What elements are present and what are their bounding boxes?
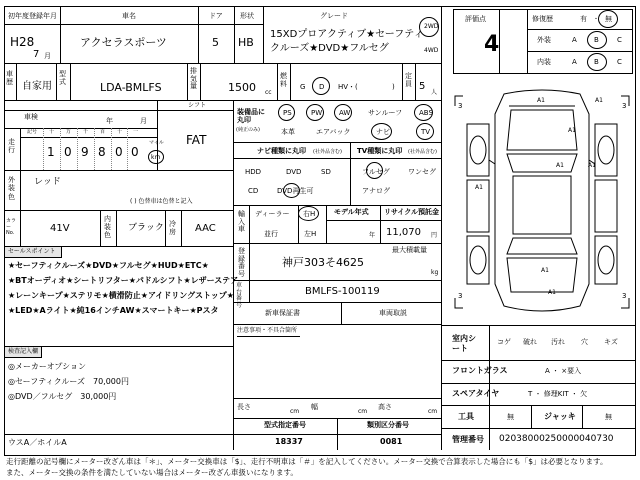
height-label: 高さ: [378, 403, 392, 411]
fuel-label: 燃料: [280, 72, 287, 89]
length-label: 長さ: [237, 403, 251, 411]
digit-header: 百: [100, 129, 106, 135]
ext-a: A: [572, 36, 577, 44]
equipment-label: 装備品に丸印: [237, 108, 265, 125]
int-c: C: [617, 58, 622, 66]
shift-value: FAT: [186, 133, 207, 147]
damage-mark: A1: [568, 127, 576, 134]
equip-sunroof: サンルーフ: [368, 109, 403, 117]
damage-mark: A1: [595, 97, 603, 104]
first-reg-era: H28: [10, 35, 35, 49]
type-no-value: 18337: [275, 437, 303, 446]
cap-label: 定員: [405, 72, 412, 89]
cap-value: 5: [419, 81, 426, 92]
tv-type-sub: (社外品含む): [408, 149, 437, 155]
odometer-digit: 0: [115, 145, 123, 159]
digit-separator: [60, 128, 61, 170]
digit-header: 万: [66, 129, 72, 135]
disp-label: 排気量: [190, 67, 197, 91]
damage-mark: A1: [541, 267, 549, 274]
chassis-label: 車台番号: [236, 282, 243, 309]
import-dealer: ディーラー: [255, 210, 290, 218]
sales-point-line: ★レーンキープ★ステリモ★横滑防止★アイドリングストップ★: [8, 291, 234, 300]
nav-type-label: ナビ種類に丸印: [257, 147, 306, 155]
doors: 5: [212, 36, 219, 49]
repair-label: 修復歴: [532, 15, 553, 23]
shift-label: シフト: [188, 102, 207, 109]
int-label: 内装: [537, 58, 551, 66]
inspector-footer: ウスA／ホイルA: [8, 438, 67, 447]
exterior-color: レッド: [34, 177, 61, 187]
color-no-label: カラーNo.: [6, 218, 17, 236]
interior-item-koge: コゲ: [497, 338, 511, 346]
model-year-unit: 年: [369, 232, 376, 239]
tools-value: 無: [507, 413, 514, 421]
type-no-label: 型式指定番号: [264, 421, 306, 429]
height-unit: cm: [428, 408, 438, 415]
tools-label: 工具: [458, 412, 474, 421]
jack-value: 無: [605, 413, 612, 421]
nav-type-sub: (社外品含む): [313, 149, 342, 155]
sales-point-line: ★BTオーディオ★シートリフター★パドルシフト★レザーステア: [8, 276, 239, 285]
car-damage-diagram: [449, 84, 635, 320]
inspector-note-line: ◎DVD／フルセグ 30,000円: [8, 392, 117, 401]
fuel-d-circle: [312, 77, 330, 95]
car-name-label: 車名: [122, 12, 136, 20]
ac-value: AAC: [195, 223, 216, 234]
tv-fullseg: フルセグ: [362, 168, 390, 176]
import-left: 左H: [304, 230, 317, 238]
fuel-hv: HV・(: [338, 83, 358, 91]
use-value: 自家用: [22, 81, 52, 92]
inspector-notes-label: 検査記入欄: [8, 348, 39, 355]
equip-tv: TV: [421, 128, 431, 136]
drive-4wd: 4WD: [424, 47, 439, 54]
tv-fullseg-circle: [366, 162, 383, 179]
int-a: A: [572, 58, 577, 66]
notes-label: 注意事項・不具合箇所: [237, 327, 298, 334]
mgmt-value: 02038000250000040730: [499, 434, 614, 444]
exterior-label: 外装色: [8, 176, 15, 201]
use-label: 車歴: [6, 70, 13, 87]
nav-hdd: HDD: [245, 168, 262, 176]
inspector-note-line: ◎メーカーオプション: [8, 362, 86, 371]
odometer-digit: 0: [64, 145, 72, 159]
inspection-month: 月: [140, 117, 147, 125]
ext-b-circle: [587, 31, 607, 49]
model-value: LDA-BMLFS: [100, 81, 162, 94]
spare-value: T ・ 修理KIT ・ 欠: [528, 390, 588, 398]
damage-mark: A1: [548, 289, 556, 296]
recycle-label: リサイクル預託金: [384, 208, 440, 216]
damage-mark: A1: [537, 97, 545, 104]
footer-note-2: また、メーター交換の条件を満たしていない場合はメーター改ざん車扱いになります。: [6, 468, 298, 477]
equipment-sub: (純正のみ): [236, 127, 260, 133]
inspection-label: 車検: [24, 113, 38, 121]
tv-type-label: TV種類に丸印: [357, 147, 403, 155]
digit-separator: [43, 128, 44, 170]
digit-header: 十: [117, 129, 123, 135]
equip-ps-circle: [278, 104, 295, 121]
nav-dvd: DVD: [286, 168, 302, 176]
damage-mark: A1: [556, 162, 564, 169]
manual-label: 車両取説: [379, 309, 407, 317]
nav-sd: SD: [321, 168, 331, 176]
shape: HB: [238, 36, 254, 49]
mileage-label: 走行: [8, 138, 15, 155]
load-unit: kg: [431, 269, 439, 276]
interior-item-kizu: キズ: [604, 338, 618, 346]
color-no-value: 41V: [50, 223, 70, 234]
equip-ps: PS: [283, 109, 292, 117]
equip-airbag: エアバック: [316, 128, 351, 136]
diagram-side-label: 3: [458, 102, 463, 110]
footer-note-1: 走行距離の記号欄にメーター改ざん車は「＊」、メーター交換車は「$」、走行不明車は「＃」を記入してください。メーター交換で合算表示した場合にも「$」は必要となります。: [6, 457, 608, 466]
damage-mark: A1: [588, 162, 596, 169]
interior-color: ブラック: [128, 223, 164, 233]
model-label: 型式: [59, 70, 66, 87]
equip-pw: PW: [311, 109, 323, 117]
sales-points-label: セールスポイント: [8, 248, 56, 255]
odometer-digit: 1: [47, 145, 55, 159]
first-reg-month: 7: [33, 49, 40, 60]
ext-c: C: [617, 36, 622, 44]
repair-no: 無: [605, 15, 612, 23]
plate-value: 神戸303そ4625: [282, 256, 364, 269]
interior-item-ana: 穴: [581, 338, 588, 346]
equip-pw-circle: [306, 104, 324, 121]
length-unit: cm: [290, 408, 300, 415]
class-no-value: 0081: [380, 437, 403, 446]
grade-label: グレード: [320, 12, 348, 20]
diagram-side-label: 3: [622, 102, 627, 110]
nav-dvd-play: DVD再生可: [277, 187, 314, 195]
repair-yes: 有: [580, 15, 587, 23]
chassis-value: BMLFS-100119: [305, 286, 380, 297]
diagram-side-label: 3: [622, 292, 627, 300]
tv-oneseg: ワンセグ: [408, 168, 436, 176]
digit-header: 十: [49, 129, 55, 135]
odometer-digit: 9: [81, 145, 89, 159]
plate-label: 登録番号: [238, 247, 245, 279]
import-right: 右H: [303, 210, 316, 218]
disp-value: 1500: [228, 81, 256, 94]
digit-separator: [77, 128, 78, 170]
recycle-value: 11,070: [386, 227, 421, 238]
repair-no-circle: [598, 10, 618, 28]
import-parallel: 並行: [264, 230, 278, 238]
fuel-d: D: [319, 83, 325, 91]
diagram-side-label: 3: [458, 292, 463, 300]
inspection-year: 年: [106, 117, 113, 125]
recycle-unit: 円: [431, 232, 438, 239]
model-year-label: モデル年式: [334, 208, 369, 216]
fuel-close: ): [392, 83, 395, 91]
mgmt-label: 管理番号: [452, 435, 484, 444]
sales-point-line: ★セーフティクルーズ★DVD★フルセグ★HUD★ETC★: [8, 261, 209, 270]
cap-unit: 人: [431, 89, 438, 96]
unit-mile: マイル: [149, 140, 164, 146]
warranty-label: 新車保証書: [265, 309, 300, 317]
repair-sep: ・: [593, 16, 600, 23]
import-label: 輸入車: [238, 210, 245, 234]
unit-km: km: [151, 154, 161, 161]
load-label: 最大積載量: [392, 246, 427, 254]
drive-2wd-circle: [419, 17, 439, 37]
digit-separator: [127, 128, 128, 170]
tv-analog: アナログ: [362, 187, 390, 195]
drive-2wd: 2WD: [424, 23, 439, 30]
inspector-note-line: ◎セーフティクルーズ 70,000円: [8, 377, 129, 386]
front-glass-value: A ・ ×要入: [545, 367, 582, 375]
front-glass-label: フロントガラス: [452, 366, 508, 375]
grade-line2: クルーズ★DVD★フルセグ: [270, 43, 389, 54]
import-right-circle: [298, 206, 319, 221]
first-reg-label: 初年度登録年月: [8, 12, 57, 20]
equip-abs: ABS: [419, 109, 433, 117]
width-unit: cm: [358, 408, 368, 415]
disp-unit: cc: [265, 89, 272, 96]
sales-point-line: ★LED★Aライト★純16インチAW★スマートキー★Pスタ: [8, 306, 219, 315]
nav-cd: CD: [248, 187, 259, 195]
interior-item-yogore: 汚れ: [551, 338, 565, 346]
shape-label: 形状: [240, 12, 254, 20]
rating-score: 4: [484, 32, 500, 57]
record-label: 記号: [27, 129, 38, 135]
int-b-circle: [587, 53, 607, 71]
fuel-g: G: [300, 83, 306, 91]
ext-label: 外装: [537, 36, 551, 44]
equip-navi: ナビ: [376, 128, 390, 136]
jack-label: ジャッキ: [544, 412, 576, 421]
digit-separator: [94, 128, 95, 170]
digit-header: 千: [83, 129, 89, 135]
exterior-note: ( ) 色替車は色替と記入: [130, 198, 193, 205]
km-circle: [148, 150, 164, 164]
odometer-digit: 0: [131, 145, 139, 159]
damage-mark: A1: [475, 184, 483, 191]
car-name: アクセラスポーツ: [80, 36, 167, 49]
class-no-label: 類別区分番号: [367, 421, 409, 429]
ext-b: B: [594, 36, 599, 44]
doors-label: ドア: [209, 12, 223, 20]
grade-line1: 15XDプロアクティブ★セーフティ: [270, 29, 424, 40]
equip-aw: AW: [339, 109, 351, 117]
equip-navi-circle: [371, 123, 392, 140]
width-label: 幅: [311, 403, 318, 411]
digit-header: 一: [133, 129, 139, 135]
interior-item-yabure: 破れ: [523, 338, 537, 346]
interior-color-label: 内装色: [104, 215, 111, 240]
month-unit: 月: [44, 52, 51, 60]
equip-tv-circle: [416, 123, 434, 140]
digit-separator: [111, 128, 112, 170]
nav-dvd-play-circle: [283, 183, 300, 198]
equip-abs-circle: [414, 104, 433, 121]
equip-leather: 本革: [281, 128, 295, 136]
rating-label: 評価点: [465, 15, 486, 23]
equip-aw-circle: [334, 104, 352, 121]
odometer-digit: 8: [98, 145, 106, 159]
spare-label: スペアタイヤ: [452, 389, 500, 398]
interior-seat-label: 室内シート: [452, 334, 476, 354]
ac-label: 冷房: [169, 220, 176, 237]
int-b: B: [594, 58, 599, 66]
